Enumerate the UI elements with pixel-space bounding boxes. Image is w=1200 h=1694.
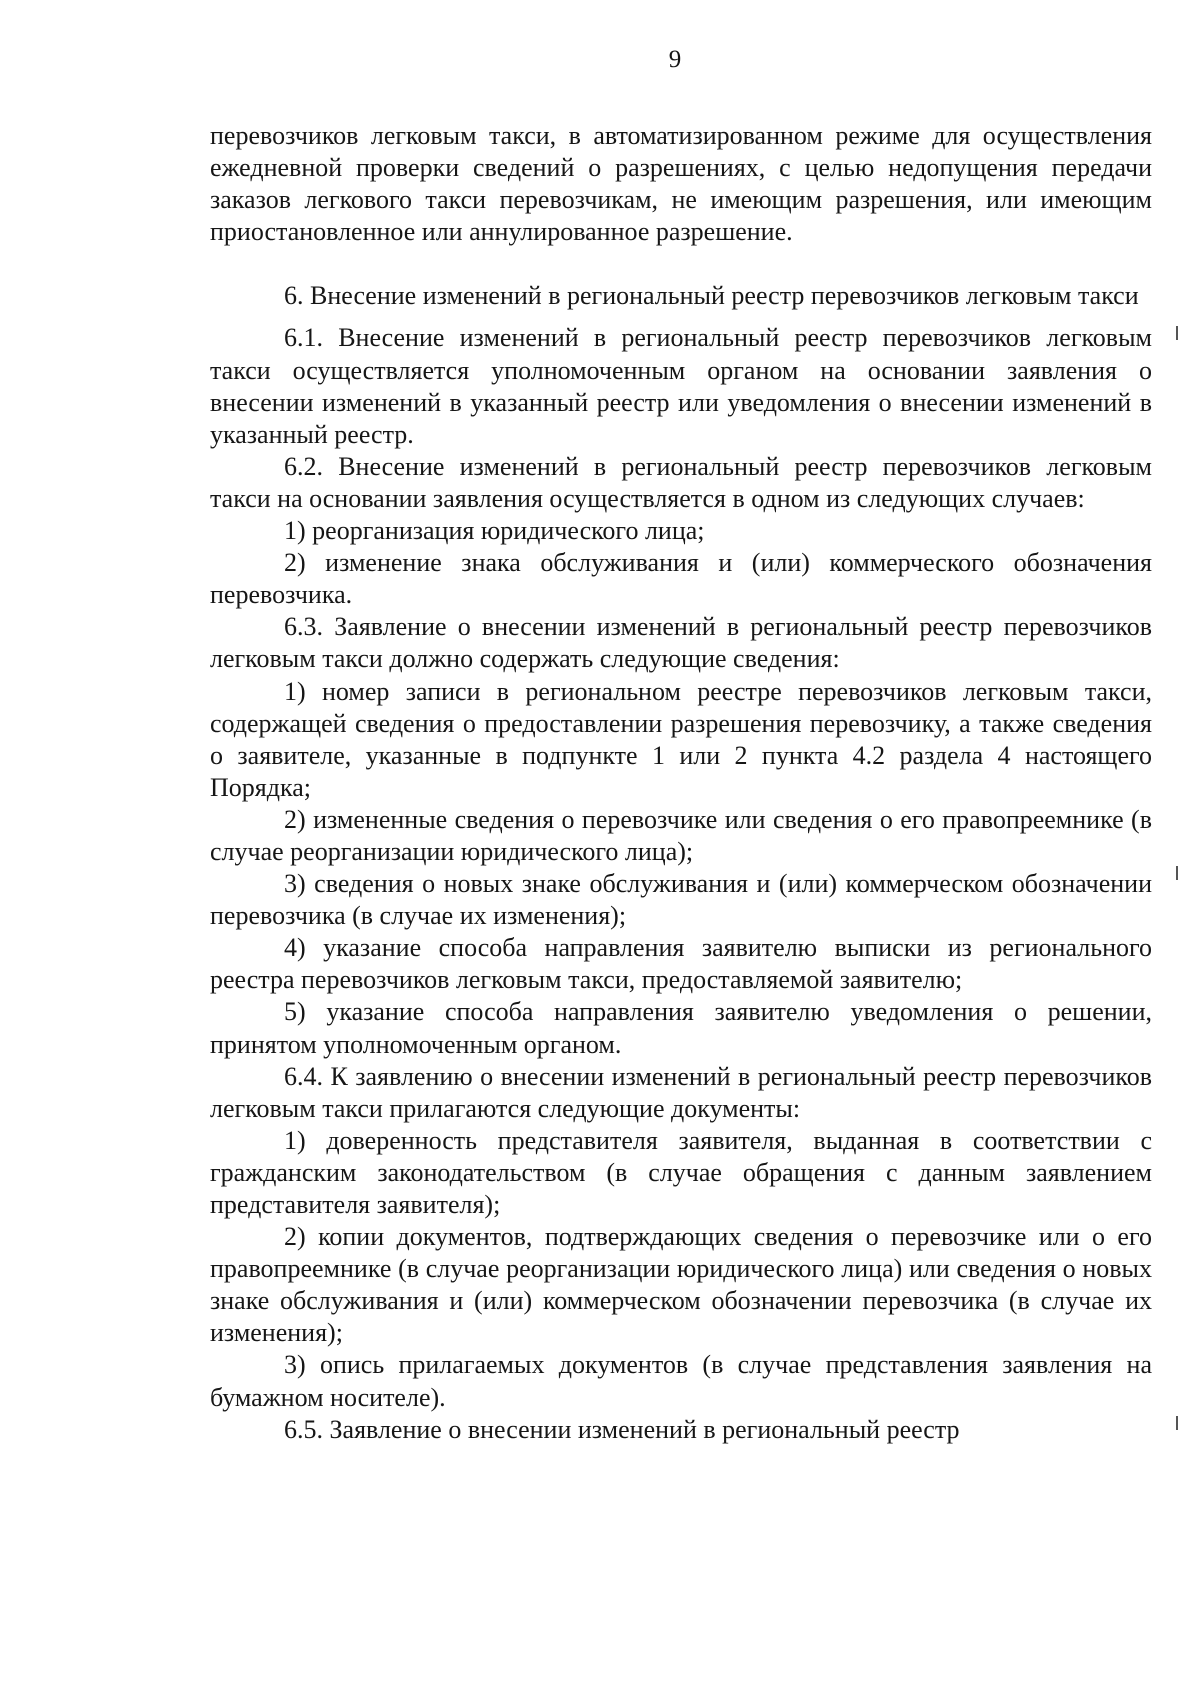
scan-mark — [1176, 866, 1178, 880]
paragraph-6-4: 6.4. К заявлению о внесении изменений в региональный реестр перевозчиков легковым такси прилагаются следующие документы: — [210, 1061, 1152, 1123]
scan-mark — [1176, 326, 1178, 340]
list-item: 1) реорганизация юридического лица; — [284, 516, 705, 546]
document-body — [210, 120, 1152, 1446]
paragraph-6-5: 6.5. Заявление о внесении изменений в региональный реестр — [284, 1414, 960, 1444]
page-number: 9 — [668, 46, 682, 73]
list-item: 4) указание способа направления заявителю выписки из регионального реестра перевозчиков легковым такси, предоставляемой заявителю; — [210, 933, 1152, 995]
paragraph-6-1: 6.1. Внесение изменений в региональный реестр перевозчиков легковым такси осуществляется уполномоченным органом на основании заявления о внесении изменений в указанный реестр или уведомления о внесении изменений в указанный реестр. — [210, 323, 1152, 449]
paragraph-continuation: перевозчиков легковым такси, в автоматизированном режиме для осуществления ежедневной проверки сведений о разрешениях, с целью недопущения передачи заказов легкового такси перевозчикам, не имеющим разрешения, или имеющим приостановленное или аннулированное разрешение. — [210, 121, 1152, 247]
scan-mark — [1176, 1416, 1178, 1430]
list-item: 1) доверенность представителя заявителя, выданная в соответствии с гражданским законодательством (в случае обращения с данным заявлением представителя заявителя); — [210, 1125, 1152, 1219]
list-item: 2) копии документов, подтверждающих сведения о перевозчике или о его правопреемнике (в случае реорганизации юридического лица) или сведения о новых знаке обслуживания и (или) коммерческом обозначении перевозчика (в случае их изменения); — [210, 1222, 1152, 1348]
section-heading: 6. Внесение изменений в региональный реестр перевозчиков легковым такси — [284, 281, 1139, 311]
list-item: 2) изменение знака обслуживания и (или) коммерческого обозначения перевозчика. — [210, 548, 1152, 610]
paragraph-6-3: 6.3. Заявление о внесении изменений в региональный реестр перевозчиков легковым такси должно содержать следующие сведения: — [210, 612, 1152, 674]
list-item: 3) сведения о новых знаке обслуживания и (или) коммерческом обозначении перевозчика (в случае их изменения); — [210, 869, 1152, 931]
list-item: 3) опись прилагаемых документов (в случае представления заявления на бумажном носителе). — [210, 1350, 1152, 1412]
paragraph-6-2: 6.2. Внесение изменений в региональный реестр перевозчиков легковым такси на основании заявления осуществляется в одном из следующих случаев: — [210, 451, 1152, 513]
list-item: 1) номер записи в региональном реестре перевозчиков легковым такси, содержащей сведения о предоставлении разрешения перевозчику, а также сведения о заявителе, указанные в подпункте 1 или 2 пункта 4.2 раздела 4 настоящего Порядка; — [210, 676, 1152, 802]
list-item: 2) измененные сведения о перевозчике или сведения о его правопреемнике (в случае реорганизации юридического лица); — [210, 804, 1152, 866]
list-item: 5) указание способа направления заявителю уведомления о решении, принятом уполномоченным органом. — [210, 997, 1152, 1059]
